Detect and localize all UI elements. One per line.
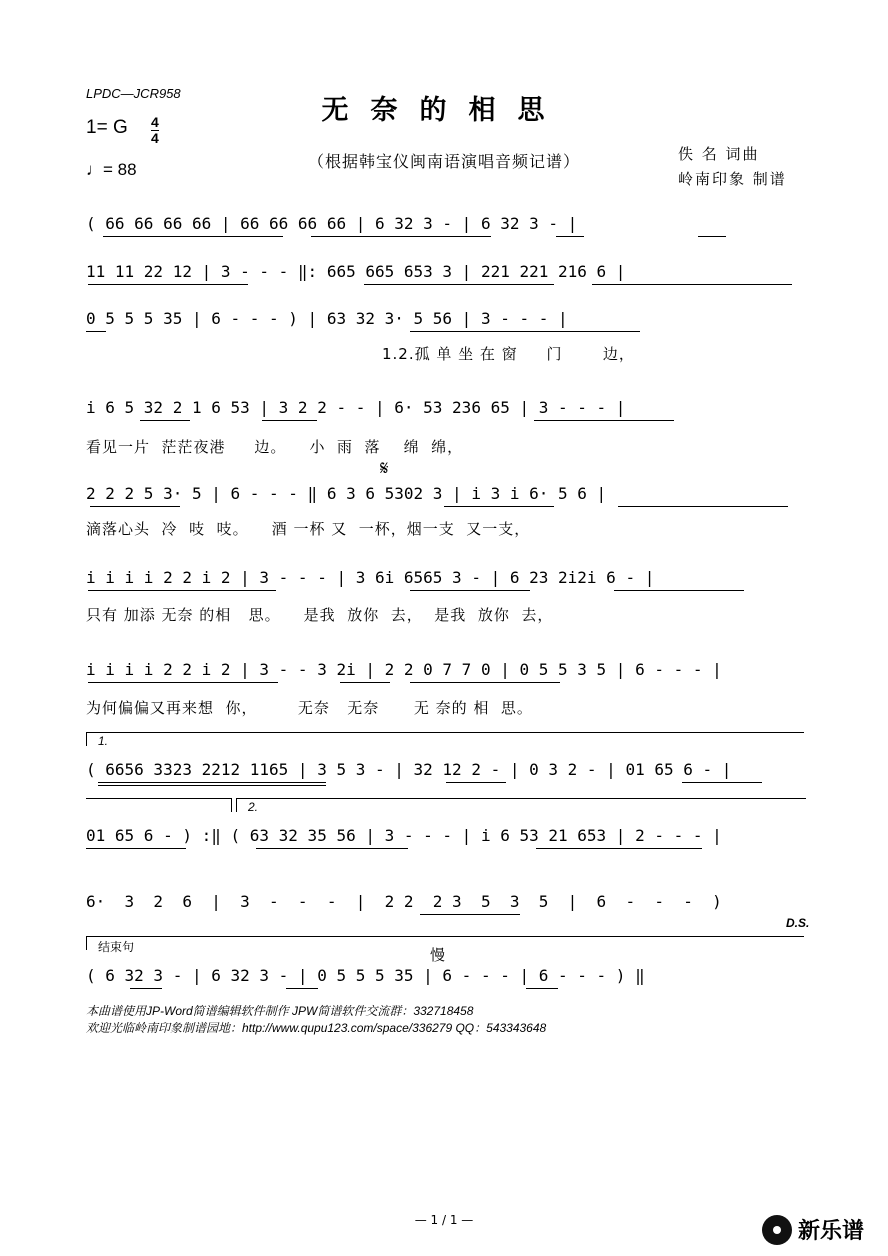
underline-beam bbox=[88, 590, 276, 591]
volta-2-bracket bbox=[236, 798, 806, 799]
underline-beam bbox=[614, 590, 744, 591]
ending-bracket bbox=[86, 936, 804, 937]
lyric-line-4: 看见一片 茫茫夜港 边。 小 雨 落 绵 绵， bbox=[86, 438, 464, 456]
score-line-11: ( 6 32 3 - | 6 32 3 - | 0 5 5 5 35 | 6 - - - | 6 - - - ) ‖ bbox=[86, 966, 645, 985]
volta-2-hook bbox=[236, 798, 237, 812]
underline-beam bbox=[286, 988, 318, 989]
underline-beam bbox=[536, 848, 702, 849]
underline-beam bbox=[410, 682, 560, 683]
underline-beam bbox=[444, 506, 554, 507]
key-signature: 1= G bbox=[86, 117, 128, 138]
volta-2-label: 2. bbox=[248, 800, 259, 814]
score-line-4: i 6 5 32 2 1 6 53 | 3 2 2 - - | 6· 53 236 65 | 3 - - - | bbox=[86, 398, 626, 417]
segno-sign: 𝄋 bbox=[380, 456, 389, 480]
underline-beam bbox=[311, 236, 491, 237]
score-line-5: 2 2 2 5 3· 5 | 6 - - - ‖ 6 3 6 5302 3 | i 3 i 6· 5 6 | bbox=[86, 484, 607, 503]
underline-beam bbox=[88, 682, 278, 683]
volta-1-label: 1. bbox=[98, 734, 109, 748]
lyric-line-6: 只有 加添 无奈 的相 思。 是我 放你 去， 是我 放你 去， bbox=[86, 606, 554, 624]
underline-beam bbox=[98, 782, 326, 783]
volta-1-end-hook bbox=[231, 798, 232, 812]
volta-1-bracket bbox=[86, 732, 804, 733]
lyric-line-7: 为何偏偏又再来想 你， 无奈 无奈 无 奈的 相 思。 bbox=[86, 699, 533, 717]
underline-beam bbox=[103, 236, 283, 237]
volta-1-hook bbox=[86, 732, 87, 746]
score-line-8: ( 6656 3323 2212 1165 | 3 5 3 - | 32 12 2 - | 0 3 2 - | 01 65 6 - | bbox=[86, 760, 732, 779]
underline-beam-double bbox=[98, 785, 326, 786]
underline-beam bbox=[340, 682, 390, 683]
lyric-line-5: 滴落心头 冷 吱 吱。 酒 一杯 又 一杯，烟一支 又一支， bbox=[86, 520, 531, 538]
ending-hook bbox=[86, 936, 87, 950]
page-title: 无奈的相思 bbox=[321, 95, 567, 126]
score-line-2: 11 11 22 12 | 3 - - - ‖: 665 665 653 3 | 221 221 216 6 | bbox=[86, 262, 626, 281]
underline-beam bbox=[618, 506, 788, 507]
score-line-1: ( 66 66 66 66 | 66 66 66 66 | 6 32 3 - | 6 32 3 - | bbox=[86, 214, 578, 233]
underline-beam bbox=[88, 284, 248, 285]
underline-beam bbox=[410, 331, 640, 332]
underline-beam bbox=[90, 506, 180, 507]
underline-beam bbox=[698, 236, 726, 237]
underline-beam bbox=[592, 284, 792, 285]
underline-beam bbox=[410, 590, 530, 591]
score-code: LPDC—JCR958 bbox=[86, 86, 181, 101]
score-line-7: i i i i 2 2 i 2 | 3 - - 3 2i | 2 2 0 7 7 0 | 0 5 5 3 5 | 6 - - - | bbox=[86, 660, 722, 679]
da-segno-mark: D.S. bbox=[786, 916, 810, 930]
footer-website: 欢迎光临岭南印象制谱园地：http://www.qupu123.com/space/336279 QQ：543343648 bbox=[86, 1021, 547, 1035]
underline-beam bbox=[534, 420, 674, 421]
underline-beam bbox=[420, 914, 520, 915]
tempo-marking: ♩= 88 bbox=[86, 160, 137, 179]
vinyl-record-icon bbox=[762, 1215, 792, 1245]
underline-beam bbox=[446, 782, 506, 783]
underline-beam bbox=[86, 331, 106, 332]
credit-lyrics-music: 佚 名 词曲 bbox=[678, 145, 760, 163]
slow-marking: 慢 bbox=[430, 946, 446, 964]
underline-beam bbox=[262, 420, 317, 421]
underline-beam bbox=[526, 988, 558, 989]
score-line-10: 6· 3 2 6 | 3 - - - | 2 2 2 3 5 3 5 | 6 - - - ) bbox=[86, 892, 722, 911]
score-line-9: 01 65 6 - ) :‖ ( 63 32 35 56 | 3 - - - | i 6 53 21 653 | 2 - - - | bbox=[86, 826, 722, 845]
credit-arranger: 岭南印象 制谱 bbox=[678, 170, 787, 188]
score-line-6: i i i i 2 2 i 2 | 3 - - - | 3 6i 6565 3 - | 6 23 2i2i 6 - | bbox=[86, 568, 655, 587]
page-number: — 1 / 1 — bbox=[414, 1213, 474, 1227]
underline-beam bbox=[256, 848, 408, 849]
logo-text: 新乐谱 bbox=[798, 1219, 865, 1244]
subtitle: （根据韩宝仪闽南语演唱音频记谱） bbox=[307, 152, 580, 171]
lyric-line-3: 1.2.孤 单 坐 在 窗 门 边， bbox=[382, 345, 635, 363]
volta-1-end bbox=[86, 798, 231, 799]
underline-beam bbox=[140, 420, 190, 421]
site-logo[interactable] bbox=[762, 1214, 864, 1245]
time-signature: $\frac{4}{4}$ bbox=[151, 114, 159, 146]
underline-beam bbox=[556, 236, 584, 237]
score-line-3: 0 5 5 5 35 | 6 - - - ) | 63 32 3· 5 56 | 3 - - - | bbox=[86, 309, 568, 328]
underline-beam bbox=[682, 782, 762, 783]
underline-beam bbox=[364, 284, 554, 285]
ending-label: 结束句 bbox=[98, 940, 135, 954]
underline-beam bbox=[86, 848, 186, 849]
underline-beam bbox=[130, 988, 162, 989]
footer-software: 本曲谱使用JP-Word简谱编辑软件制作 JPW简谱软件交流群：332718458 bbox=[86, 1004, 474, 1018]
